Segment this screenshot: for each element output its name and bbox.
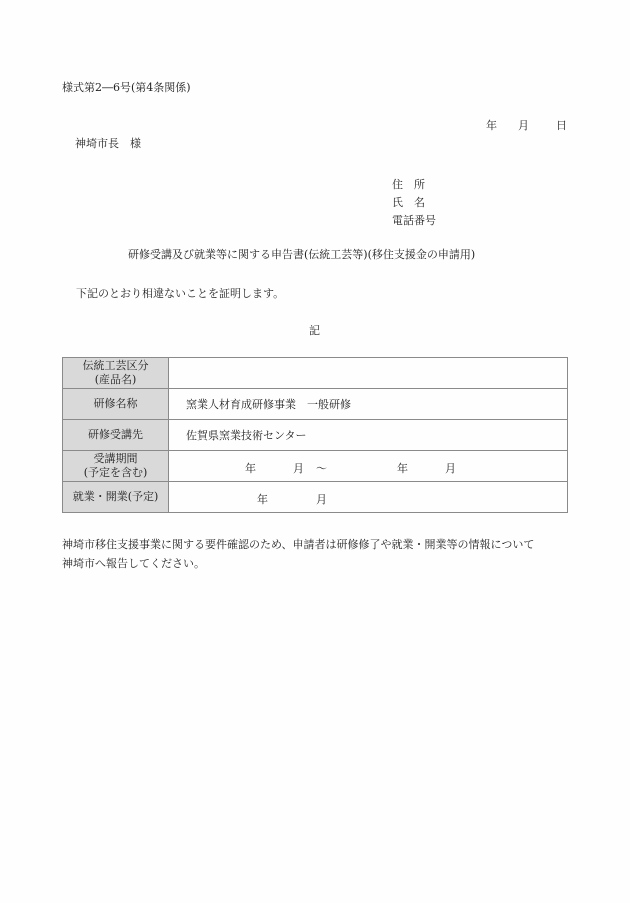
period-from-month-label: 月 (293, 462, 304, 475)
date-month-label: 月 (518, 119, 529, 132)
craft-category-label-line2: (産品名) (94, 373, 137, 386)
training-period-label (63, 451, 169, 482)
table-row-training-provider (63, 420, 568, 451)
document-title: 研修受講及び就業等に関する申告書(伝統工芸等)(移住支援金の申請用) (128, 248, 476, 261)
form-number: 様式第2―6号(第4条関係) (62, 81, 191, 94)
period-to-year-label: 年 (397, 462, 408, 475)
craft-category-value[interactable] (169, 358, 568, 389)
note-paragraph (62, 535, 572, 573)
phone-label: 電話番号 (392, 214, 436, 227)
addressee: 神埼市長 様 (75, 137, 141, 150)
craft-category-label (63, 358, 169, 389)
ki-heading: 記 (309, 324, 320, 337)
start-year-label: 年 (257, 493, 268, 506)
info-table (62, 357, 568, 513)
start-month-label: 月 (316, 493, 327, 506)
table-row-craft-category (63, 358, 568, 389)
training-provider-value[interactable]: 佐賀県窯業技術センター (169, 420, 568, 451)
table-row-training-period (63, 451, 568, 482)
date-line (486, 120, 567, 131)
period-to-month-label: 月 (445, 462, 456, 475)
date-day-label: 日 (556, 119, 567, 132)
note-line-1: 神埼市移住支援事業に関する要件確認のため、申請者は研修修了や就業・開業等の情報について (62, 538, 535, 551)
period-tilde: ～ (316, 462, 327, 475)
name-label: 氏 名 (392, 196, 425, 209)
applicant-block (392, 176, 436, 230)
table-row-employment-start (63, 482, 568, 513)
training-period-label-line2: (予定を含む) (83, 466, 148, 479)
training-period-value[interactable] (169, 451, 568, 482)
employment-start-label: 就業・開業(予定) (63, 482, 169, 513)
training-period-label-line1: 受講期間 (93, 452, 138, 465)
certify-statement: 下記のとおり相違ないことを証明します。 (76, 287, 285, 300)
craft-category-label-line1: 伝統工芸区分 (82, 359, 149, 372)
employment-start-value[interactable] (169, 482, 568, 513)
training-provider-label: 研修受講先 (63, 420, 169, 451)
training-name-value[interactable]: 窯業人材育成研修事業 一般研修 (169, 389, 568, 420)
date-year-label: 年 (486, 119, 497, 132)
table-row-training-name (63, 389, 568, 420)
period-from-year-label: 年 (245, 462, 256, 475)
training-name-label: 研修名称 (63, 389, 169, 420)
note-line-2: 神埼市へ報告してください。 (62, 557, 205, 570)
address-label: 住 所 (392, 178, 425, 191)
